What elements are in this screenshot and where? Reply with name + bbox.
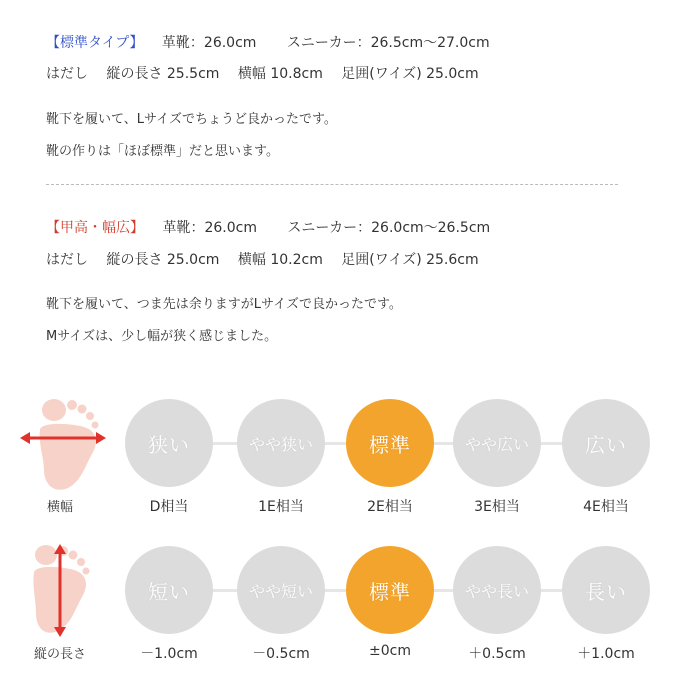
wide-barefoot-label: はだし <box>46 252 88 268</box>
standard-spec-line <box>46 32 490 52</box>
length-option-standard: 標準 <box>346 546 434 634</box>
length-option-short: 短い <box>125 546 213 634</box>
wide-comment-2: Mサイズは、少し幅が狭く感じました。 <box>46 329 278 344</box>
width-caption-0: D相当 <box>149 499 189 515</box>
width-option-standard: 標準 <box>346 399 434 487</box>
wide-leather-size: 革靴：26.0cm <box>162 220 257 236</box>
section-divider <box>46 184 618 185</box>
foot-length-icon <box>22 543 112 653</box>
standard-comment-1: 靴下を履いて、Lサイズでちょうど良かったです。 <box>46 112 337 127</box>
width-caption-4: 4E相当 <box>583 499 629 515</box>
width-scale-label: 横幅 <box>46 500 73 515</box>
length-caption-2: ±0cm <box>369 643 411 659</box>
wide-girth: 足囲(ワイズ) 25.6cm <box>341 252 479 268</box>
length-option-slightly-long: やや長い <box>453 546 541 634</box>
wide-sneaker-size: スニーカー：26.0cm～26.5cm <box>287 220 491 236</box>
width-caption-2: 2E相当 <box>367 499 413 515</box>
length-scale <box>0 543 680 673</box>
wide-length: 縦の長さ 25.0cm <box>106 252 220 268</box>
standard-length: 縦の長さ 25.5cm <box>106 66 220 82</box>
wide-spec-line <box>46 217 490 237</box>
wide-tag: 【甲高・幅広】 <box>46 220 144 236</box>
foot-width-icon <box>18 396 108 506</box>
standard-width: 横幅 10.8cm <box>237 66 323 82</box>
wide-barefoot-line <box>46 249 479 269</box>
width-caption-1: 1E相当 <box>258 499 304 515</box>
standard-tag: 【標準タイプ】 <box>46 35 144 51</box>
wide-comment-1: 靴下を履いて、つま先は余りますがLサイズで良かったです。 <box>46 297 402 312</box>
width-option-slightly-wide: やや広い <box>453 399 541 487</box>
length-caption-3: ＋0.5cm <box>468 646 526 662</box>
length-option-slightly-short: やや短い <box>237 546 325 634</box>
length-caption-1: －0.5cm <box>252 646 310 662</box>
standard-comment-2: 靴の作りは「ほぼ標準」だと思います。 <box>46 144 279 159</box>
length-scale-label: 縦の長さ <box>33 647 86 662</box>
length-caption-4: ＋1.0cm <box>577 646 635 662</box>
standard-barefoot-label: はだし <box>46 66 88 82</box>
standard-leather-size: 革靴：26.0cm <box>161 35 257 51</box>
width-option-wide: 広い <box>562 399 650 487</box>
standard-sneaker-size: スニーカー：26.5cm～27.0cm <box>286 35 490 51</box>
standard-girth: 足囲(ワイズ) 25.0cm <box>341 66 479 82</box>
width-scale <box>0 396 680 526</box>
wide-width: 横幅 10.2cm <box>237 252 323 268</box>
length-option-long: 長い <box>562 546 650 634</box>
width-option-slightly-narrow: やや狭い <box>237 399 325 487</box>
standard-barefoot-line <box>46 63 479 83</box>
length-caption-0: －1.0cm <box>140 646 198 662</box>
width-option-narrow: 狭い <box>125 399 213 487</box>
width-caption-3: 3E相当 <box>474 499 520 515</box>
